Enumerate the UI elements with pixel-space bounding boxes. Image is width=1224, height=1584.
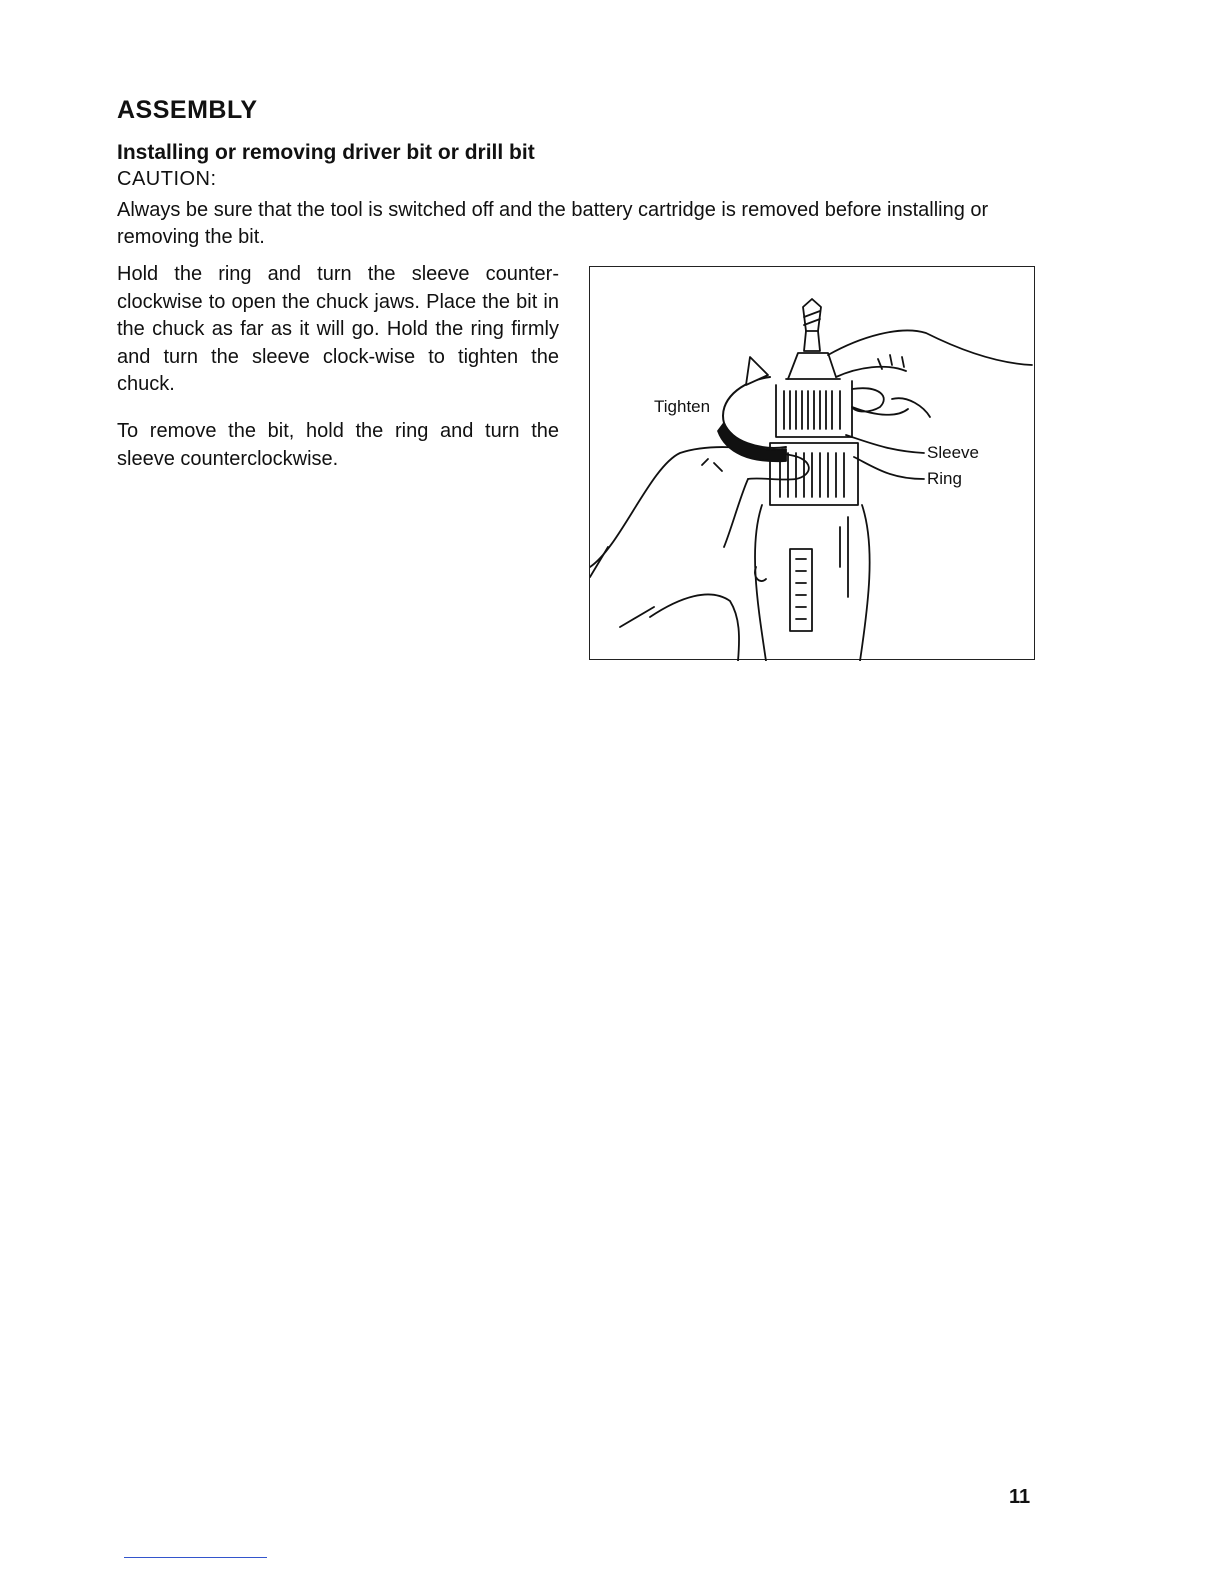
- footer-rule: [124, 1557, 267, 1558]
- instruction-paragraph-remove: To remove the bit, hold the ring and turn the sleeve counterclockwise.: [117, 420, 559, 470]
- subsection-title: Installing or removing driver bit or drill bit: [117, 141, 535, 164]
- sleeve-callout-label: Sleeve: [927, 443, 979, 462]
- ring-callout-label: Ring: [927, 469, 962, 488]
- drill-chuck-illustration-icon: [590, 267, 1036, 661]
- tighten-callout-label: Tighten: [654, 397, 711, 416]
- caution-label: CAUTION:: [117, 168, 217, 190]
- page-number: 11: [1009, 1486, 1031, 1508]
- instruction-paragraph-install: Hold the ring and turn the sleeve counter-clockwise to open the chuck jaws. Place the bit in the chuck as far as it will go. Hold the ring firmly and turn the sleeve clock-wise to tighten the chuck.: [117, 263, 559, 395]
- drill-chuck-figure: [589, 266, 1035, 660]
- section-title: ASSEMBLY: [117, 96, 258, 124]
- caution-text: Always be sure that the tool is switched off and the battery cartridge is removed before installing or removing the bit.: [117, 199, 989, 248]
